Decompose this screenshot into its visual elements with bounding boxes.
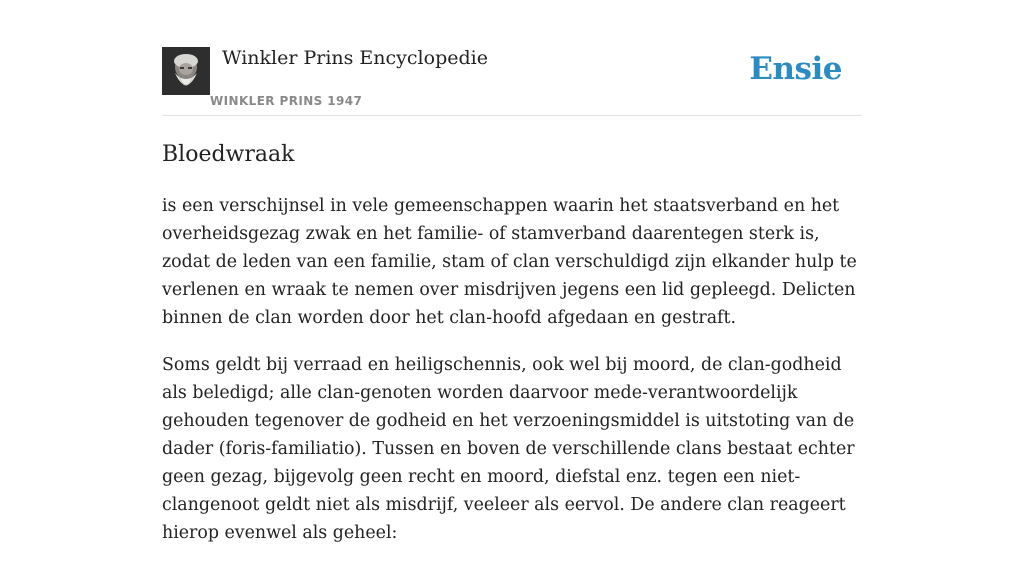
source-header [162, 0, 862, 116]
source-subtitle[interactable]: WINKLER PRINS 1947 [210, 94, 363, 108]
page-container [162, 0, 862, 543]
bearded-man-portrait-icon [162, 47, 210, 95]
avatar[interactable] [162, 47, 210, 95]
article-body [162, 192, 862, 566]
ensie-logo[interactable]: Ensie [749, 51, 842, 87]
article-paragraph: Soms geldt bij verraad en heiligschennis, ook wel bij moord, de clan-godheid als beledigd; alle clan-genoten worden daarvoor mede-verantwoordelijk gehouden tegenover de godheid en het verzoeningsmiddel is uitstoting van de dader (foris-familiatio). Tussen en boven de verschillende clans bestaat echter geen gezag, bijgevolg geen recht en moord, diefstal enz. tegen een niet-clangenoot geldt niet als misdrijf, veeleer als eervol. De andere clan reageert hierop evenwel als geheel: [162, 355, 855, 543]
source-title[interactable]: Winkler Prins Encyclopedie [222, 47, 488, 69]
article-paragraph: is een verschijnsel in vele gemeenschappen waarin het staatsverband en het overheidsgezag zwak en het familie- of stamverband daarentegen sterk is, zodat de leden van een familie, stam of clan verschuldigd zijn elkander hulp te verlenen en wraak te nemen over misdrijven jegens een lid gepleegd. Delicten binnen de clan worden door het clan-hoofd afgedaan en gestraft. [162, 196, 857, 328]
page-title: Bloedwraak [162, 142, 295, 167]
